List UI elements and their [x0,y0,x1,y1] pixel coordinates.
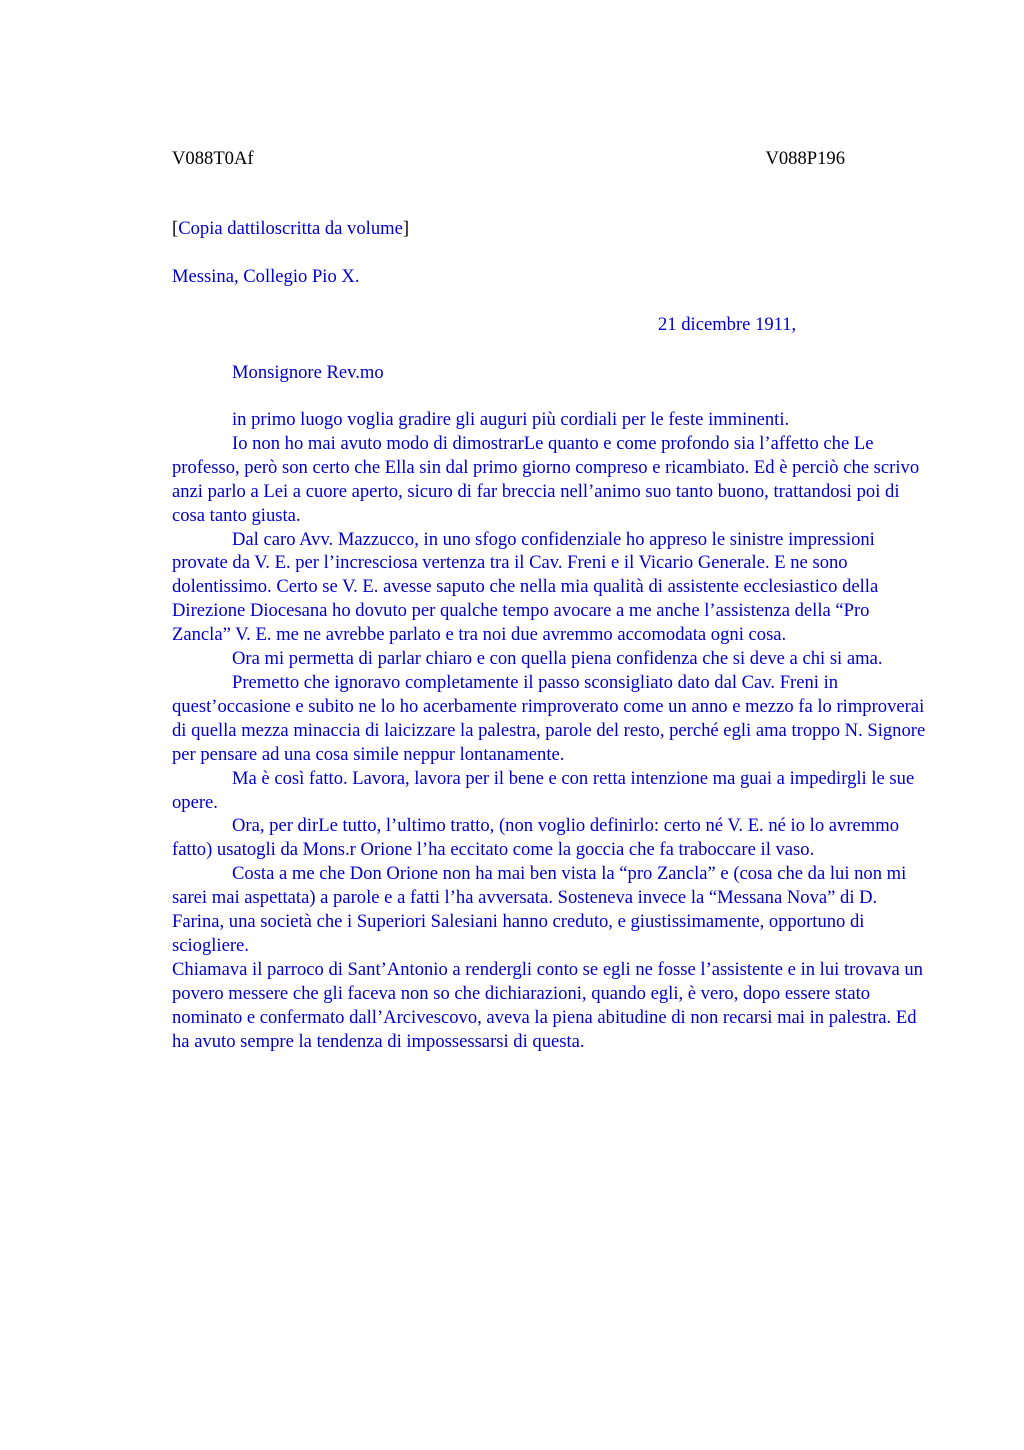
letter-salutation: Monsignore Rev.mo [232,362,384,383]
paragraph: Dal caro Avv. Mazzucco, in uno sfogo confidenziale ho appreso le sinistre impressioni provate da V. E. per l’incresciosa vertenza tra il Cav. Freni e il Vicario Generale. E ne sono dolentissimo. Certo se V. E. avesse saputo che nella mia qualità di assistente ecclesiastico della Direzione Diocesana ho dovuto per qualche tempo avocare a me anche l’assistenza della “Pro Zancla” V. E. me ne avrebbe parlato e tra noi due avremmo accomodata ogni cosa. [172,528,879,646]
paragraph: Ora, per dirLe tutto, l’ultimo tratto, (non voglio definirlo: certo né V. E. né io lo avremmo fatto) usatogli da Mons.r Orione l’ha eccitato come la goccia che fa traboccare il vaso. [172,815,899,861]
paragraph: Ma è così fatto. Lavora, lavora per il bene e con retta intenzione ma guai a impedirgli le sue opere. [172,767,915,813]
paragraph: Chiamava il parroco di Sant’Antonio a rendergli conto se egli ne fosse l’assistente e in lui trovava un povero messere che gli faceva non so che dichiarazioni, quando egli, è vero, dopo essere stato nominato e confermato dall’Arcivescovo, aveva la piena abitudine di non recarsi mai in palestra. Ed ha avuto sempre la tendenza di impossessarsi di questa. [172,958,923,1052]
note-text: Copia dattiloscritta da volume [178,218,403,239]
document-code-left: V088T0Af [172,148,254,169]
transcription-note [172,217,409,241]
paragraph: Costa a me che Don Orione non ha mai ben vista la “pro Zancla” e (cosa che da lui non mi sarei mai aspettata) a parole e a fatti l’ha avversata. Sosteneva invece la “Messana Nova” di D. Farina, una società che i Superiori Salesiani hanno creduto, e giustissimamente, opportuno di sciogliere. [172,863,907,956]
document-code-right: V088P196 [765,148,845,169]
document-page [172,0,932,1450]
note-bracket-close: ] [402,218,410,239]
paragraph: Ora mi permetta di parlar chiaro e con quella piena confidenza che si deve a chi si ama. [232,648,883,670]
note-bracket-open: [ [172,218,179,239]
letter-place: Messina, Collegio Pio X. [172,266,360,287]
paragraph: Premetto che ignoravo completamente il passo sconsigliato dato dal Cav. Freni in quest’occasione e subito ne lo ho acerbamente rimproverato come un anno e mezzo fa lo rimproverai di quella mezza minaccia di laicizzare la palestra, parole del resto, perché egli ama troppo N. Signore per pensare ad una cosa simile neppur lontanamente. [172,671,926,765]
paragraph: in primo luogo voglia gradire gli auguri più cordiali per le feste imminenti. [232,409,790,430]
letter-body [172,408,932,1053]
letter-date: 21 dicembre 1911, [658,314,797,335]
paragraph: Io non ho mai avuto modo di dimostrarLe quanto e come profondo sia l’affetto che Le professo, però son certo che Ella sin dal primo giorno compreso e ricambiato. Ed è perciò che scrivo anzi parlo a Lei a cuore aperto, sicuro di far breccia nell’animo suo tanto buono, trattandosi poi di cosa tanto giusta. [172,432,920,526]
document-header [172,147,845,171]
